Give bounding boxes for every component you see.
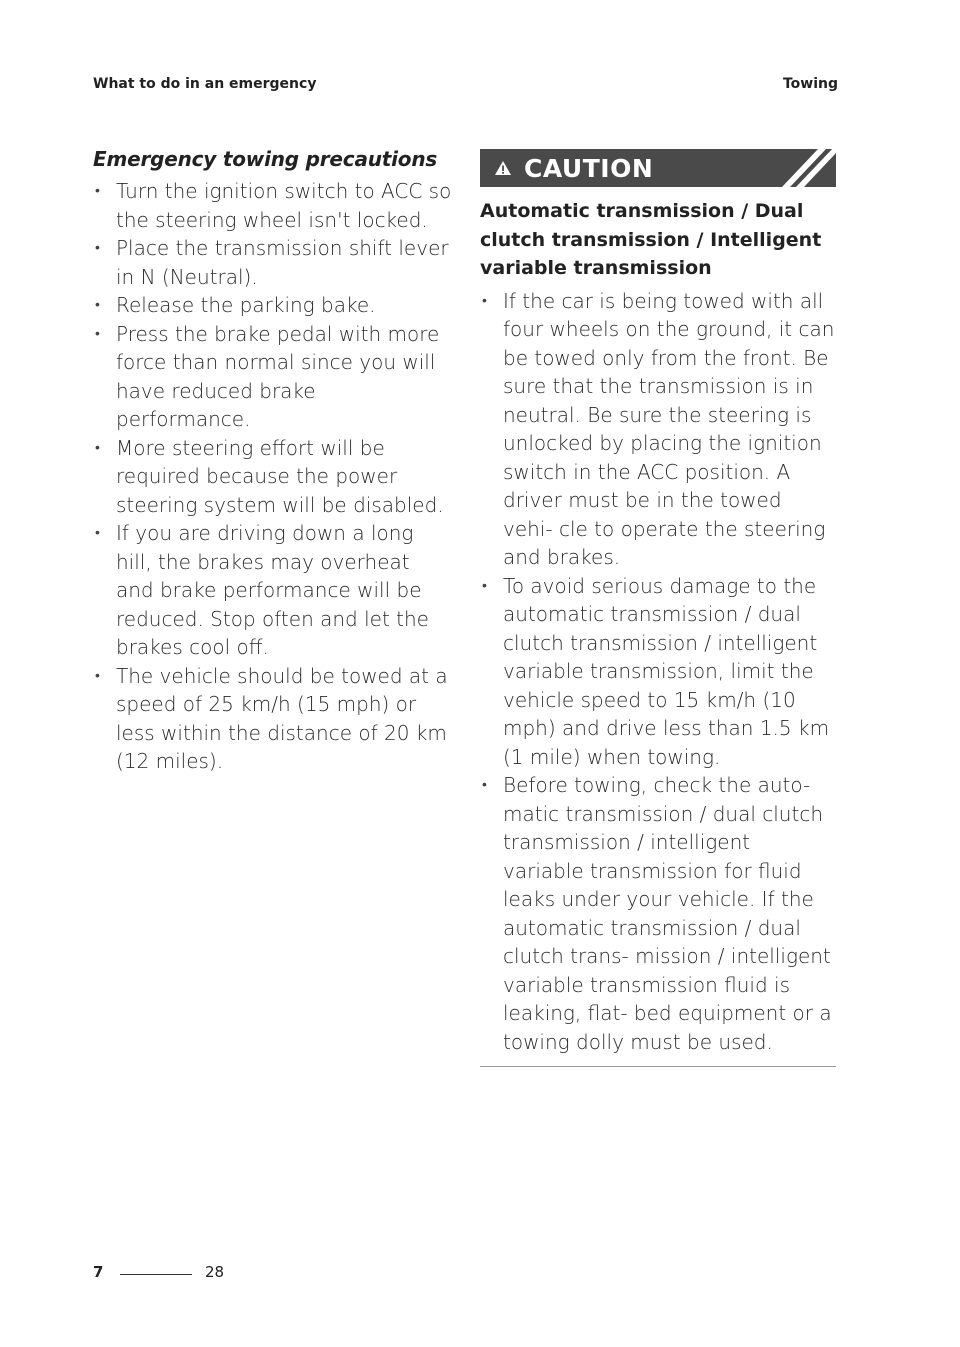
hazard-stripes-icon [776,149,836,187]
running-header-topic: Towing [782,76,838,92]
bullet-icon: • [95,183,100,199]
bullet-icon: • [95,525,100,541]
precautions-list [93,177,453,776]
bullet-icon: • [482,577,487,594]
chapter-number: 7 [93,1263,104,1281]
bullet-icon: • [95,240,100,256]
section-title: Emergency towing precautions [93,147,438,171]
list-item: • If you are driving down a long hill, the brakes may overheat and brake performance will be reduced. Stop often and let the brakes cool off. [95,521,429,659]
list-item: • Before towing, check the auto‐ matic transmission / dual clutch transmission / intelligent variable transmission for fluid leaks under your vehicle. If the automatic transmission / dual clutch trans‐ mission / intelligent variable transmission fluid is leaking, flat‐ bed equipment or a towing dolly must be used. [482,773,832,1054]
list-item: • Place the transmission shift lever in N (Neutral). [95,236,449,289]
left-column [93,147,453,776]
bullet-icon: • [95,325,100,342]
bullet-icon: • [95,297,100,313]
list-item: • To avoid serious damage to the automatic transmission / dual clutch transmission / intelligent variable transmission, limit the vehicle speed to 15 km/h (10 mph) and drive less than 1.5 km (1 mile) when towing. [482,573,830,769]
caution-box [480,149,836,1067]
caution-end-rule [480,1066,836,1067]
bullet-icon: • [482,777,487,793]
list-item: • The vehicle should be towed at a speed of 25 km/h (15 mph) or less within the distance of 20 km (12 miles). [95,663,448,773]
bullet-icon: • [482,292,487,309]
caution-subtitle: Automatic transmission / Dual clutch transmission / Intelligent variable transmission [480,200,822,279]
page-number: 28 [205,1263,225,1281]
list-item: • Turn the ignition switch to ACC so the steering wheel isn't locked. [95,179,452,232]
running-header-section: What to do in an emergency [93,76,317,92]
warning-triangle-icon [494,160,512,176]
footer-divider [120,1274,192,1275]
list-item: • If the car is being towed with all four wheels on the ground, it can be towed only from the front. Be sure that the transmission is in neutral. Be sure the steering is unlocked by placing the ignition switch in the ACC position. A driver must be in the towed vehi‐ cle to operate the steering and brakes. [482,288,835,569]
caution-label: CAUTION [524,153,654,183]
bullet-icon: • [95,667,100,684]
bullet-icon: • [95,439,100,456]
caution-list [480,287,836,1057]
list-item: • Press the brake pedal with more force than normal since you will have reduced brake performance. [95,321,440,431]
caution-header-bar [480,149,836,187]
list-item: • More steering effort will be required because the power steering system will be disabled. [95,435,444,517]
list-item: • Release the parking bake. [93,291,453,320]
